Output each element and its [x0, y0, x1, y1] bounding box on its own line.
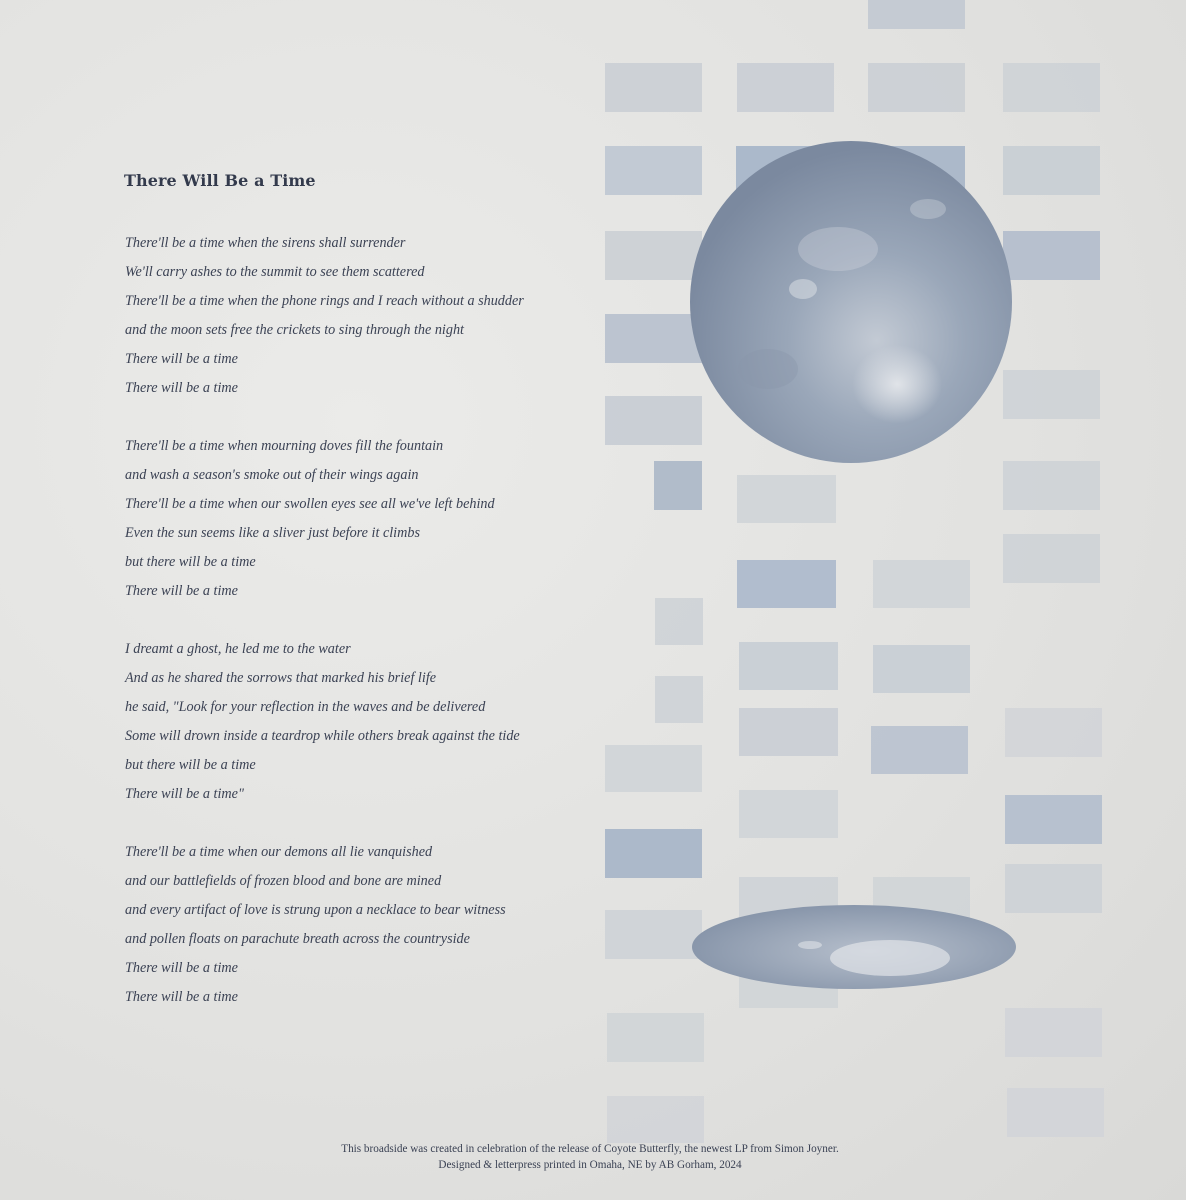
poem-line: There will be a time": [125, 786, 244, 802]
ink-block: [1005, 708, 1102, 757]
poem-line: and our battlefields of frozen blood and bone are mined: [125, 873, 442, 889]
ink-block: [655, 676, 703, 723]
poem-line: and pollen floats on parachute breath across the countryside: [125, 931, 470, 947]
stanza: [125, 231, 595, 405]
ink-block: [868, 63, 965, 112]
ink-block: [605, 745, 702, 792]
ink-block: [1003, 146, 1100, 195]
ink-block: [873, 560, 970, 608]
poem-line: There'll be a time when the phone rings and I reach without a shudder: [125, 293, 524, 309]
poem-line: There will be a time: [125, 380, 238, 396]
poem-line: and the moon sets free the crickets to sing through the night: [125, 322, 465, 338]
ink-block: [871, 726, 968, 774]
ink-block: [605, 910, 702, 959]
poem-line: and every artifact of love is strung upon a necklace to bear witness: [125, 902, 506, 918]
ink-block: [1003, 63, 1100, 112]
poem-line: Some will drown inside a teardrop while others break against the tide: [125, 728, 520, 744]
poem-line: but there will be a time: [125, 554, 256, 570]
colophon: [190, 1141, 990, 1173]
poem-line: There will be a time: [125, 989, 238, 1005]
ink-block: [607, 1096, 704, 1143]
ink-block: [1003, 231, 1100, 280]
ink-block: [605, 829, 702, 878]
poem-line: There'll be a time when our swollen eyes see all we've left behind: [125, 496, 495, 512]
ink-block: [873, 645, 970, 693]
poem-line: And as he shared the sorrows that marked his brief life: [125, 670, 437, 686]
stanza: [125, 840, 595, 1014]
ink-block: [1003, 370, 1100, 419]
poem-line: There'll be a time when our demons all lie vanquished: [125, 844, 433, 860]
poem-line: he said, "Look for your reflection in the waves and be delivered: [125, 699, 486, 715]
ink-block: [1005, 864, 1102, 913]
ink-block: [1005, 795, 1102, 844]
ink-block: [739, 708, 838, 756]
poem-line: and wash a season's smoke out of their wings again: [125, 467, 419, 483]
poem-line: but there will be a time: [125, 757, 256, 773]
ink-block: [737, 560, 836, 608]
full-moon-illustration: [688, 139, 1016, 467]
ink-block: [654, 461, 702, 510]
ink-block: [1007, 1088, 1104, 1137]
stanza: [125, 434, 595, 608]
ink-block: [868, 0, 965, 29]
ink-block: [737, 63, 834, 112]
poem-title: There Will Be a Time: [124, 171, 316, 190]
ink-block: [607, 1013, 704, 1062]
poem-line: Even the sun seems like a sliver just before it climbs: [125, 525, 420, 541]
stanza: [125, 637, 595, 811]
poem-line: There'll be a time when mourning doves fill the fountain: [125, 438, 444, 454]
poem-line: There will be a time: [125, 351, 238, 367]
ink-block: [737, 475, 836, 523]
poem-line: There will be a time: [125, 583, 238, 599]
ink-block: [1005, 1008, 1102, 1057]
ink-block: [739, 790, 838, 838]
poem-line: There'll be a time when the sirens shall surrender: [125, 235, 406, 251]
poem-line: There will be a time: [125, 960, 238, 976]
colophon-line: This broadside was created in celebration of the release of Coyote Butterfly, the newest LP from Simon Joyner.: [341, 1143, 839, 1155]
ink-block: [1003, 461, 1100, 510]
colophon-line: Designed & letterpress printed in Omaha, NE by AB Gorham, 2024: [438, 1159, 742, 1171]
ink-block: [739, 642, 838, 690]
poem-body: [125, 231, 595, 1043]
ink-block: [1003, 534, 1100, 583]
ink-block: [605, 63, 702, 112]
ink-block: [655, 598, 703, 645]
moon-reflection-ellipse: [690, 903, 1018, 991]
poem-line: I dreamt a ghost, he led me to the water: [125, 641, 351, 657]
poem-line: We'll carry ashes to the summit to see them scattered: [125, 264, 425, 280]
